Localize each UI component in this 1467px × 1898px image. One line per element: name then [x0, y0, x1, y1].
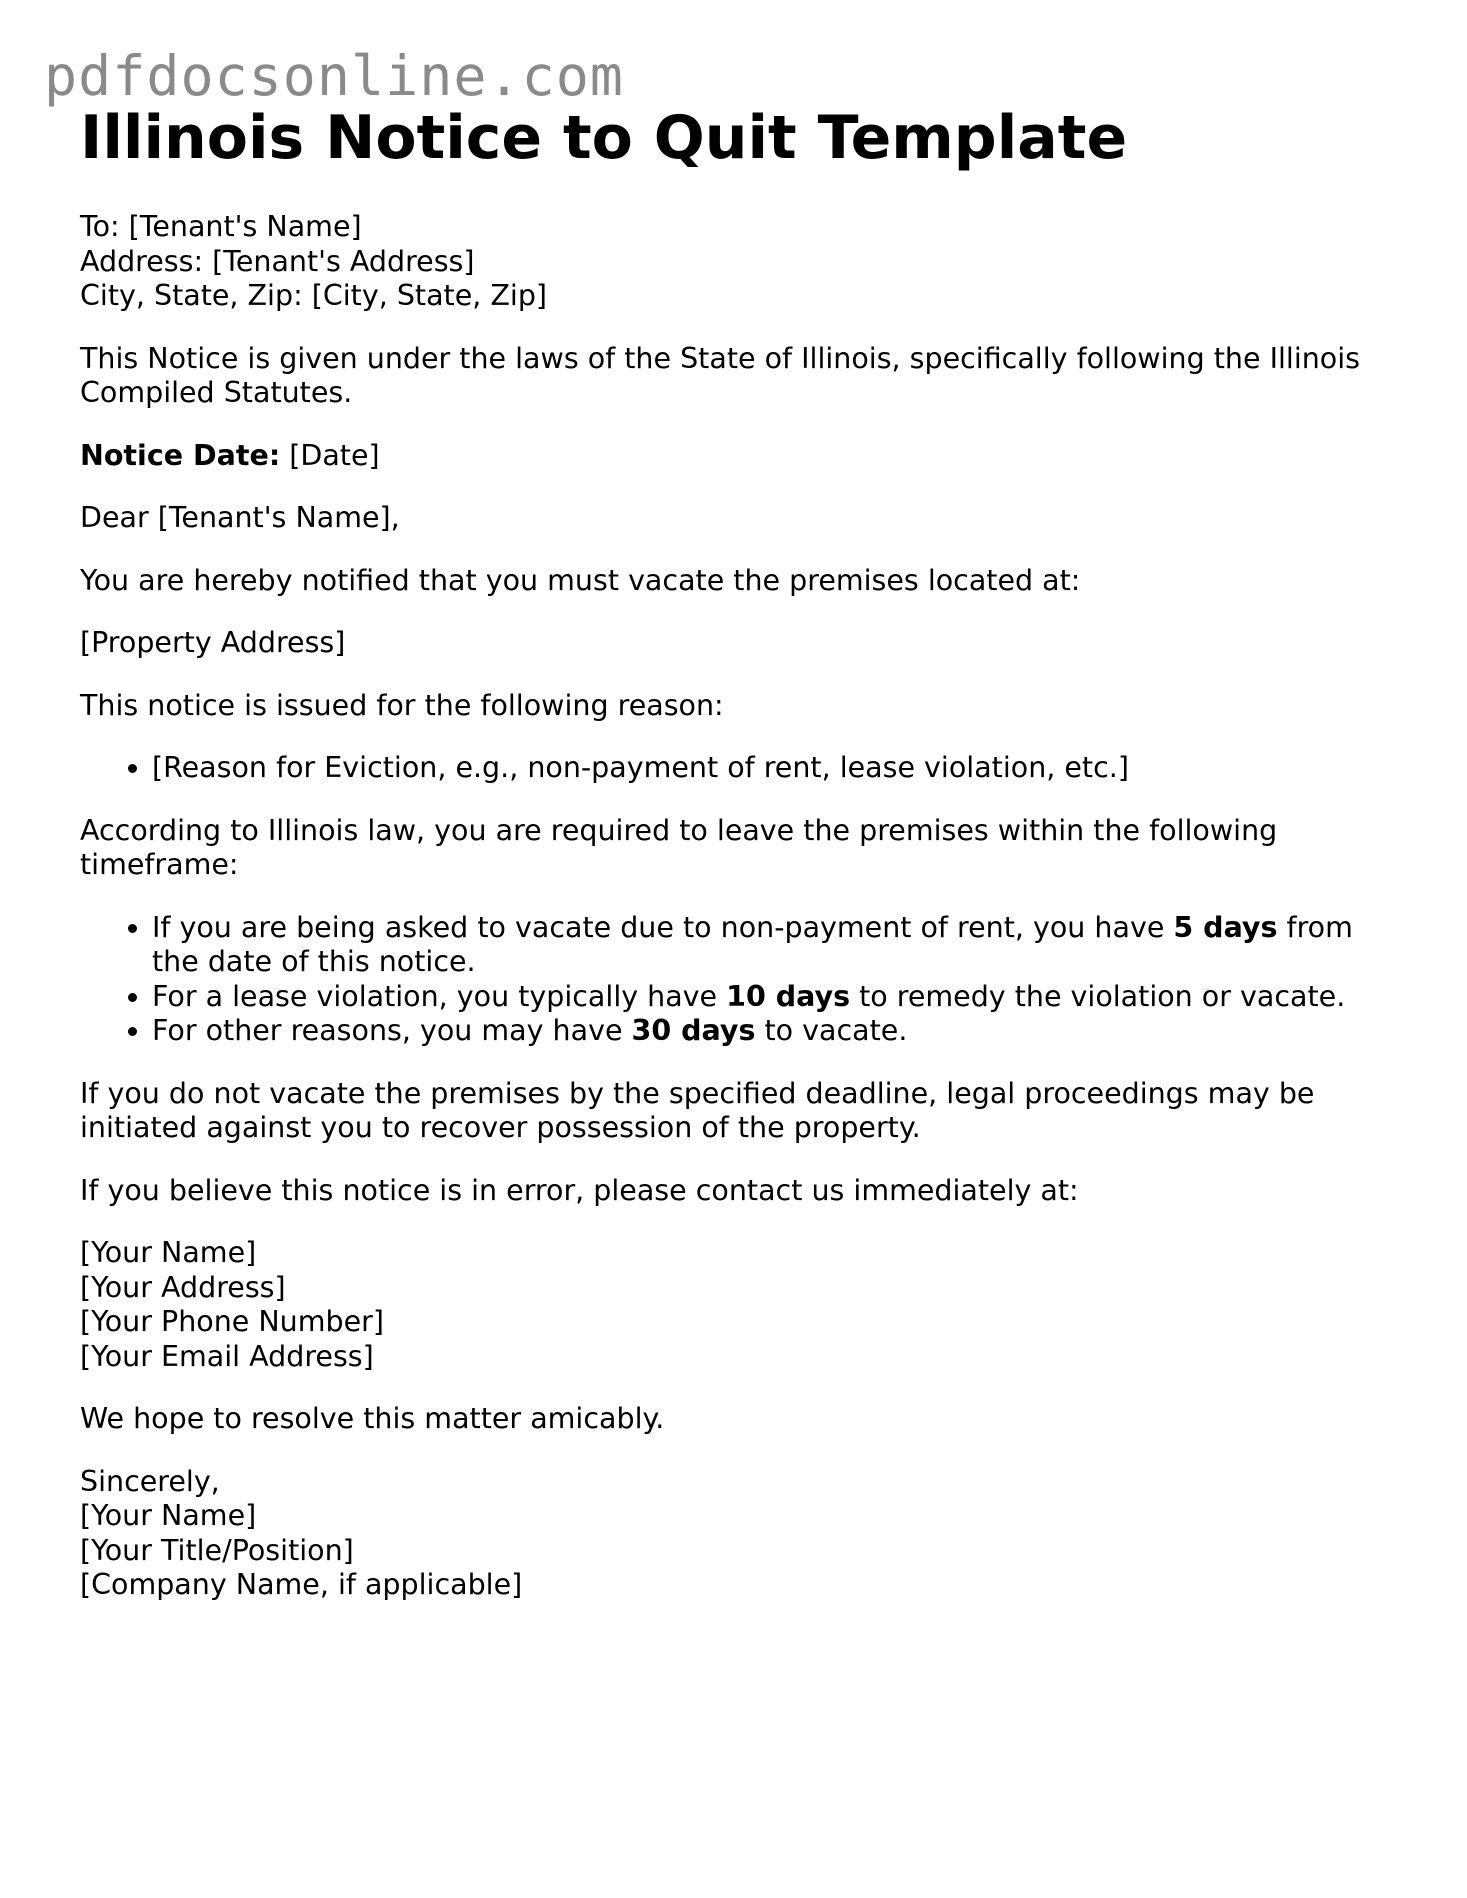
notice-date-value: [Date] [280, 438, 380, 472]
document [80, 100, 1400, 1631]
signature-company: [Company Name, if applicable] [80, 1568, 523, 1601]
contact-block [80, 1236, 1400, 1374]
watermark: pdfdocsonline.com [44, 44, 624, 108]
notice-date-label: Notice Date: [80, 438, 281, 472]
timeframe-days: 30 days [631, 1014, 756, 1047]
salutation: Dear [Tenant's Name], [80, 501, 400, 534]
recipient-city: City, State, Zip: [City, State, Zip] [80, 279, 548, 312]
signature-name: [Your Name] [80, 1499, 257, 1532]
timeframe-list [80, 911, 1400, 1049]
notice-date [80, 439, 1400, 474]
reason-item: • [Reason for Eviction, e.g., non-payment of rent, lease violation, etc.] [152, 751, 1400, 786]
property-address: [Property Address] [80, 626, 346, 659]
recipient-to: To: [Tenant's Name] [80, 210, 362, 243]
timeframe-item: • For other reasons, you may have 30 days to vacate. [152, 1014, 1400, 1049]
contact-phone: [Your Phone Number] [80, 1305, 384, 1338]
timeframe-days: 5 days [1173, 910, 1278, 944]
recipient-block [80, 210, 1400, 314]
vacate-intro: You are hereby notified that you must vacate the premises located at: [80, 563, 1081, 597]
timeframe-intro: According to Illinois law, you are required to leave the premises within the following timeframe: [80, 813, 1278, 881]
document-body [80, 210, 1400, 1603]
consequence-paragraph: If you do not vacate the premises by the specified deadline, legal proceedings may be initiated against you to recover possession of the property. [80, 1076, 1315, 1144]
signature-block [80, 1465, 1400, 1603]
contact-intro: If you believe this notice is in error, please contact us immediately at: [80, 1173, 1079, 1207]
signature-title: [Your Title/Position] [80, 1533, 354, 1567]
reason-intro: This notice is issued for the following reason: [80, 688, 724, 722]
signature-closing: Sincerely, [80, 1464, 220, 1498]
intro-paragraph: This Notice is given under the laws of the State of Illinois, specifically following the Illinois Compiled Statutes. [80, 341, 1361, 409]
reason-list [80, 751, 1400, 786]
timeframe-days: 10 days [726, 979, 851, 1013]
recipient-address: Address: [Tenant's Address] [80, 244, 475, 278]
contact-address: [Your Address] [80, 1270, 286, 1304]
contact-email: [Your Email Address] [80, 1339, 374, 1373]
closing-hope: We hope to resolve this matter amicably. [80, 1402, 665, 1435]
timeframe-item: • For a lease violation, you typically have 10 days to remedy the violation or vacate. [152, 980, 1400, 1015]
timeframe-item: • If you are being asked to vacate due to non-payment of rent, you have 5 days from the date of this notice. [152, 911, 1400, 980]
contact-name: [Your Name] [80, 1236, 257, 1269]
page-title: Illinois Notice to Quit Template [80, 103, 1128, 173]
